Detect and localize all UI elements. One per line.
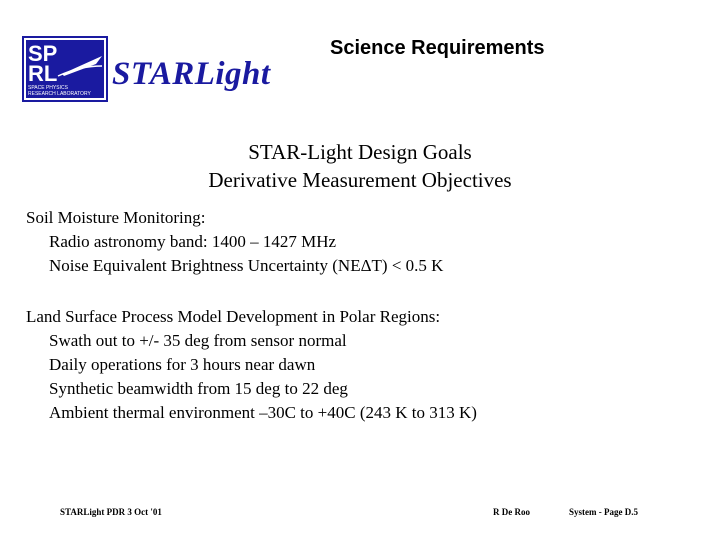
section-soil-moisture <box>26 206 443 278</box>
logo-caption-1: SPACE PHYSICS <box>28 85 68 91</box>
list-item: Noise Equivalent Brightness Uncertainty (NEΔT) < 0.5 K <box>49 256 444 275</box>
list-item: Radio astronomy band: 1400 – 1427 MHz <box>49 232 337 251</box>
header-title: Science Requirements <box>330 37 545 59</box>
list-item: Ambient thermal environment –30C to +40C (243 K to 313 K) <box>49 403 477 422</box>
slide-title <box>0 138 720 194</box>
list-item: Swath out to +/- 35 deg from sensor normal <box>49 331 347 350</box>
footer-author: R De Roo <box>493 507 530 517</box>
logo-letters-bottom: RL <box>28 61 58 86</box>
section-land-surface <box>26 305 477 425</box>
list-item: Synthetic beamwidth from 15 deg to 22 deg <box>49 379 348 398</box>
logo-caption-2: RESEARCH LABORATORY <box>28 91 91 97</box>
slide-title-line-2: Derivative Measurement Objectives <box>208 168 512 192</box>
slide-title-line-1: STAR-Light Design Goals <box>248 140 472 164</box>
section-heading: Soil Moisture Monitoring: <box>26 208 206 227</box>
spacephysics-logo <box>22 36 108 102</box>
brand-name: STARLight <box>112 56 271 92</box>
section-heading: Land Surface Process Model Development in Polar Regions: <box>26 307 441 326</box>
footer-page: System - Page D.5 <box>569 507 638 517</box>
list-item: Daily operations for 3 hours near dawn <box>49 355 316 374</box>
footer-left: STARLight PDR 3 Oct '01 <box>60 507 162 517</box>
logo-letters-top: SP <box>28 41 58 66</box>
